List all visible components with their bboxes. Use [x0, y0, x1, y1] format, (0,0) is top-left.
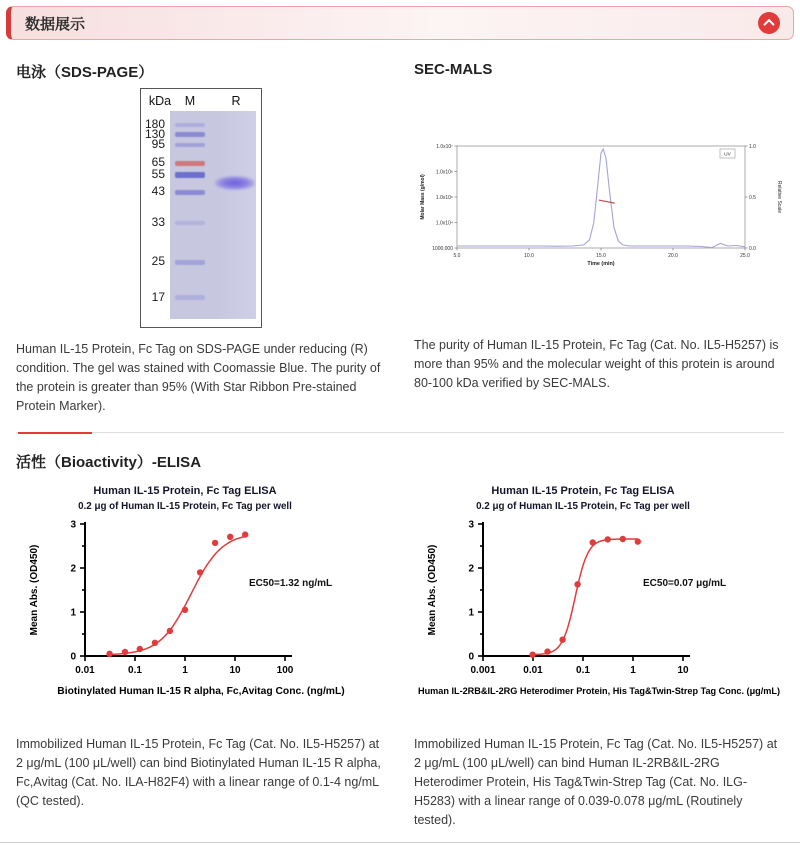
gel-kda-tick: 17 — [151, 289, 165, 304]
svg-text:Human IL-15 Protein, Fc Tag EL: Human IL-15 Protein, Fc Tag ELISA — [93, 485, 277, 497]
gel-lane-m-label: M — [184, 94, 196, 108]
sds-page-caption: Human IL-15 Protein, Fc Tag on SDS-PAGE under reducing (R) condition. The gel was stained with Coomassie Blue. The purity of the protein is greater than 95% (With Star Ribbon Pre-stained Protein Marker). — [16, 342, 381, 413]
gel-kda-tick: 33 — [151, 214, 165, 229]
elisa-row — [0, 478, 800, 830]
svg-text:10.0: 10.0 — [524, 252, 534, 259]
page-title: 数据展示 — [25, 15, 86, 33]
gel-kda-tick: 65 — [151, 155, 165, 169]
svg-text:5.0: 5.0 — [453, 252, 461, 259]
gel-marker-band — [175, 190, 205, 195]
gel-kda-tick: 55 — [151, 167, 165, 182]
svg-text:Time (min): Time (min) — [587, 260, 615, 267]
gel-sample-band — [215, 176, 255, 190]
svg-text:0.2 μg of Human IL-15 Protein,: 0.2 μg of Human IL-15 Protein, Fc Tag per well — [78, 501, 292, 512]
svg-text:1.0x10⁶: 1.0x10⁶ — [435, 168, 453, 175]
sec-mals-media — [414, 84, 784, 332]
gel-lane-r-label: R — [231, 94, 241, 108]
gel-marker-band — [175, 221, 205, 225]
svg-text:EC50=1.32 ng/mL: EC50=1.32 ng/mL — [249, 578, 333, 590]
section-divider — [16, 432, 784, 433]
svg-text:Human IL-15 Protein, Fc Tag EL: Human IL-15 Protein, Fc Tag ELISA — [491, 485, 675, 497]
svg-text:2: 2 — [70, 563, 76, 575]
svg-text:100: 100 — [276, 665, 294, 676]
svg-text:25.0: 25.0 — [740, 252, 750, 259]
sds-page-heading: 电泳（SDS-PAGE） — [16, 64, 154, 81]
svg-text:Human IL-2RB&IL-2RG Heterodime: Human IL-2RB&IL-2RG Heterodimer Protein, His Tag&Twin-Strep Tag Conc. (μg/mL) — [418, 686, 780, 696]
svg-text:0: 0 — [70, 651, 76, 663]
svg-text:2: 2 — [468, 563, 474, 575]
sec-mals-chart — [415, 136, 783, 281]
sec-mals-heading: SEC-MALS — [414, 61, 493, 78]
svg-text:0: 0 — [468, 651, 474, 663]
elisa-left-column — [16, 478, 386, 830]
svg-text:0.1: 0.1 — [576, 665, 590, 676]
gel-marker-band — [175, 172, 205, 178]
gel-marker-band — [175, 123, 205, 127]
svg-text:Relative Scale: Relative Scale — [776, 180, 782, 213]
elisa-right-chart — [415, 478, 783, 725]
gel-kda-tick: 43 — [151, 184, 165, 199]
svg-text:0.2 μg of Human IL-15 Protein,: 0.2 μg of Human IL-15 Protein, Fc Tag per well — [476, 501, 690, 512]
divider-red-accent — [18, 432, 92, 434]
chevron-up-icon — [763, 19, 774, 30]
svg-text:0.5: 0.5 — [749, 194, 756, 201]
gel-lanes-area — [170, 111, 256, 319]
gel-marker-band — [175, 143, 205, 147]
sec-mals-column — [414, 46, 784, 416]
svg-text:Molar Mass (g/mol): Molar Mass (g/mol) — [420, 173, 426, 220]
gel-marker-band — [175, 295, 205, 300]
gel-kda-label: kDa — [148, 94, 172, 108]
svg-text:Mean Abs. (OD450): Mean Abs. (OD450) — [427, 544, 438, 636]
top-row — [0, 46, 800, 416]
svg-text:0.001: 0.001 — [470, 665, 496, 676]
svg-text:EC50=0.07 μg/mL: EC50=0.07 μg/mL — [643, 578, 727, 590]
svg-text:3: 3 — [70, 519, 76, 531]
gel-kda-tick: 95 — [151, 136, 165, 151]
svg-text:1: 1 — [630, 665, 636, 676]
bioactivity-heading: 活性（Bioactivity）-ELISA — [16, 454, 202, 471]
svg-text:10: 10 — [229, 665, 241, 676]
gel-kda-tick: 25 — [151, 254, 165, 268]
svg-text:0.1: 0.1 — [128, 665, 142, 676]
elisa-right-column — [414, 478, 784, 830]
svg-text:1.0: 1.0 — [749, 143, 756, 150]
svg-text:1.0x10⁵: 1.0x10⁵ — [435, 194, 453, 201]
svg-text:1: 1 — [70, 607, 76, 619]
svg-text:0.01: 0.01 — [523, 665, 543, 676]
gel-kda-tick: 180 — [144, 116, 165, 131]
svg-text:Mean Abs. (OD450): Mean Abs. (OD450) — [29, 544, 40, 636]
svg-text:10: 10 — [677, 665, 689, 676]
svg-text:0.01: 0.01 — [75, 665, 95, 676]
svg-text:1.0x10⁷: 1.0x10⁷ — [436, 143, 453, 150]
bottom-divider — [0, 842, 800, 852]
elisa-right-caption: Immobilized Human IL-15 Protein, Fc Tag (Cat. No. IL5-H5257) at 2 μg/mL (100 μL/well) can bind Human IL-2RB&IL-2RG Heterodimer Protein, His Tag&Twin-Strep Tag (Cat. No. ILG-H5283) with a linear range of 0.039-0.078 μg/mL (Routinely tested). — [414, 737, 778, 827]
svg-text:20.0: 20.0 — [668, 252, 678, 259]
gel-media — [16, 88, 386, 336]
sds-page-gel-image — [140, 88, 262, 328]
gel-marker-band — [175, 132, 205, 137]
svg-text:3: 3 — [468, 519, 474, 531]
svg-text:Biotinylated Human IL-15 R alp: Biotinylated Human IL-15 R alpha, Fc,Avitag Conc. (ng/mL) — [57, 686, 345, 697]
elisa-left-caption: Immobilized Human IL-15 Protein, Fc Tag (Cat. No. IL5-H5257) at 2 μg/mL (100 μL/well) can bind Biotinylated Human IL-15 R alpha, Fc,Avitag (Cat. No. ILA-H82F4) with a linear range of 0.1-4 ng/mL (QC tested). — [16, 737, 381, 808]
data-display-header — [6, 6, 794, 40]
svg-text:0.0: 0.0 — [749, 245, 756, 252]
sds-page-column — [16, 46, 386, 416]
svg-text:1: 1 — [468, 607, 474, 619]
sec-mals-caption: The purity of Human IL-15 Protein, Fc Tag (Cat. No. IL5-H5257) is more than 95% and the molecular weight of this protein is around 80-100 kDa verified by SEC-MALS. — [414, 338, 779, 390]
svg-text:15.0: 15.0 — [596, 252, 606, 259]
gel-kda-tick: 130 — [144, 126, 165, 141]
bioactivity-section — [0, 451, 800, 472]
gel-marker-band — [175, 161, 205, 166]
elisa-left-chart — [17, 478, 385, 725]
gel-marker-band — [175, 260, 205, 265]
svg-text:UV: UV — [724, 152, 731, 157]
svg-text:1000.000: 1000.000 — [432, 245, 453, 252]
collapse-section-button[interactable] — [758, 12, 780, 34]
svg-text:1: 1 — [182, 665, 188, 676]
svg-text:1.0x10⁴: 1.0x10⁴ — [435, 219, 453, 226]
